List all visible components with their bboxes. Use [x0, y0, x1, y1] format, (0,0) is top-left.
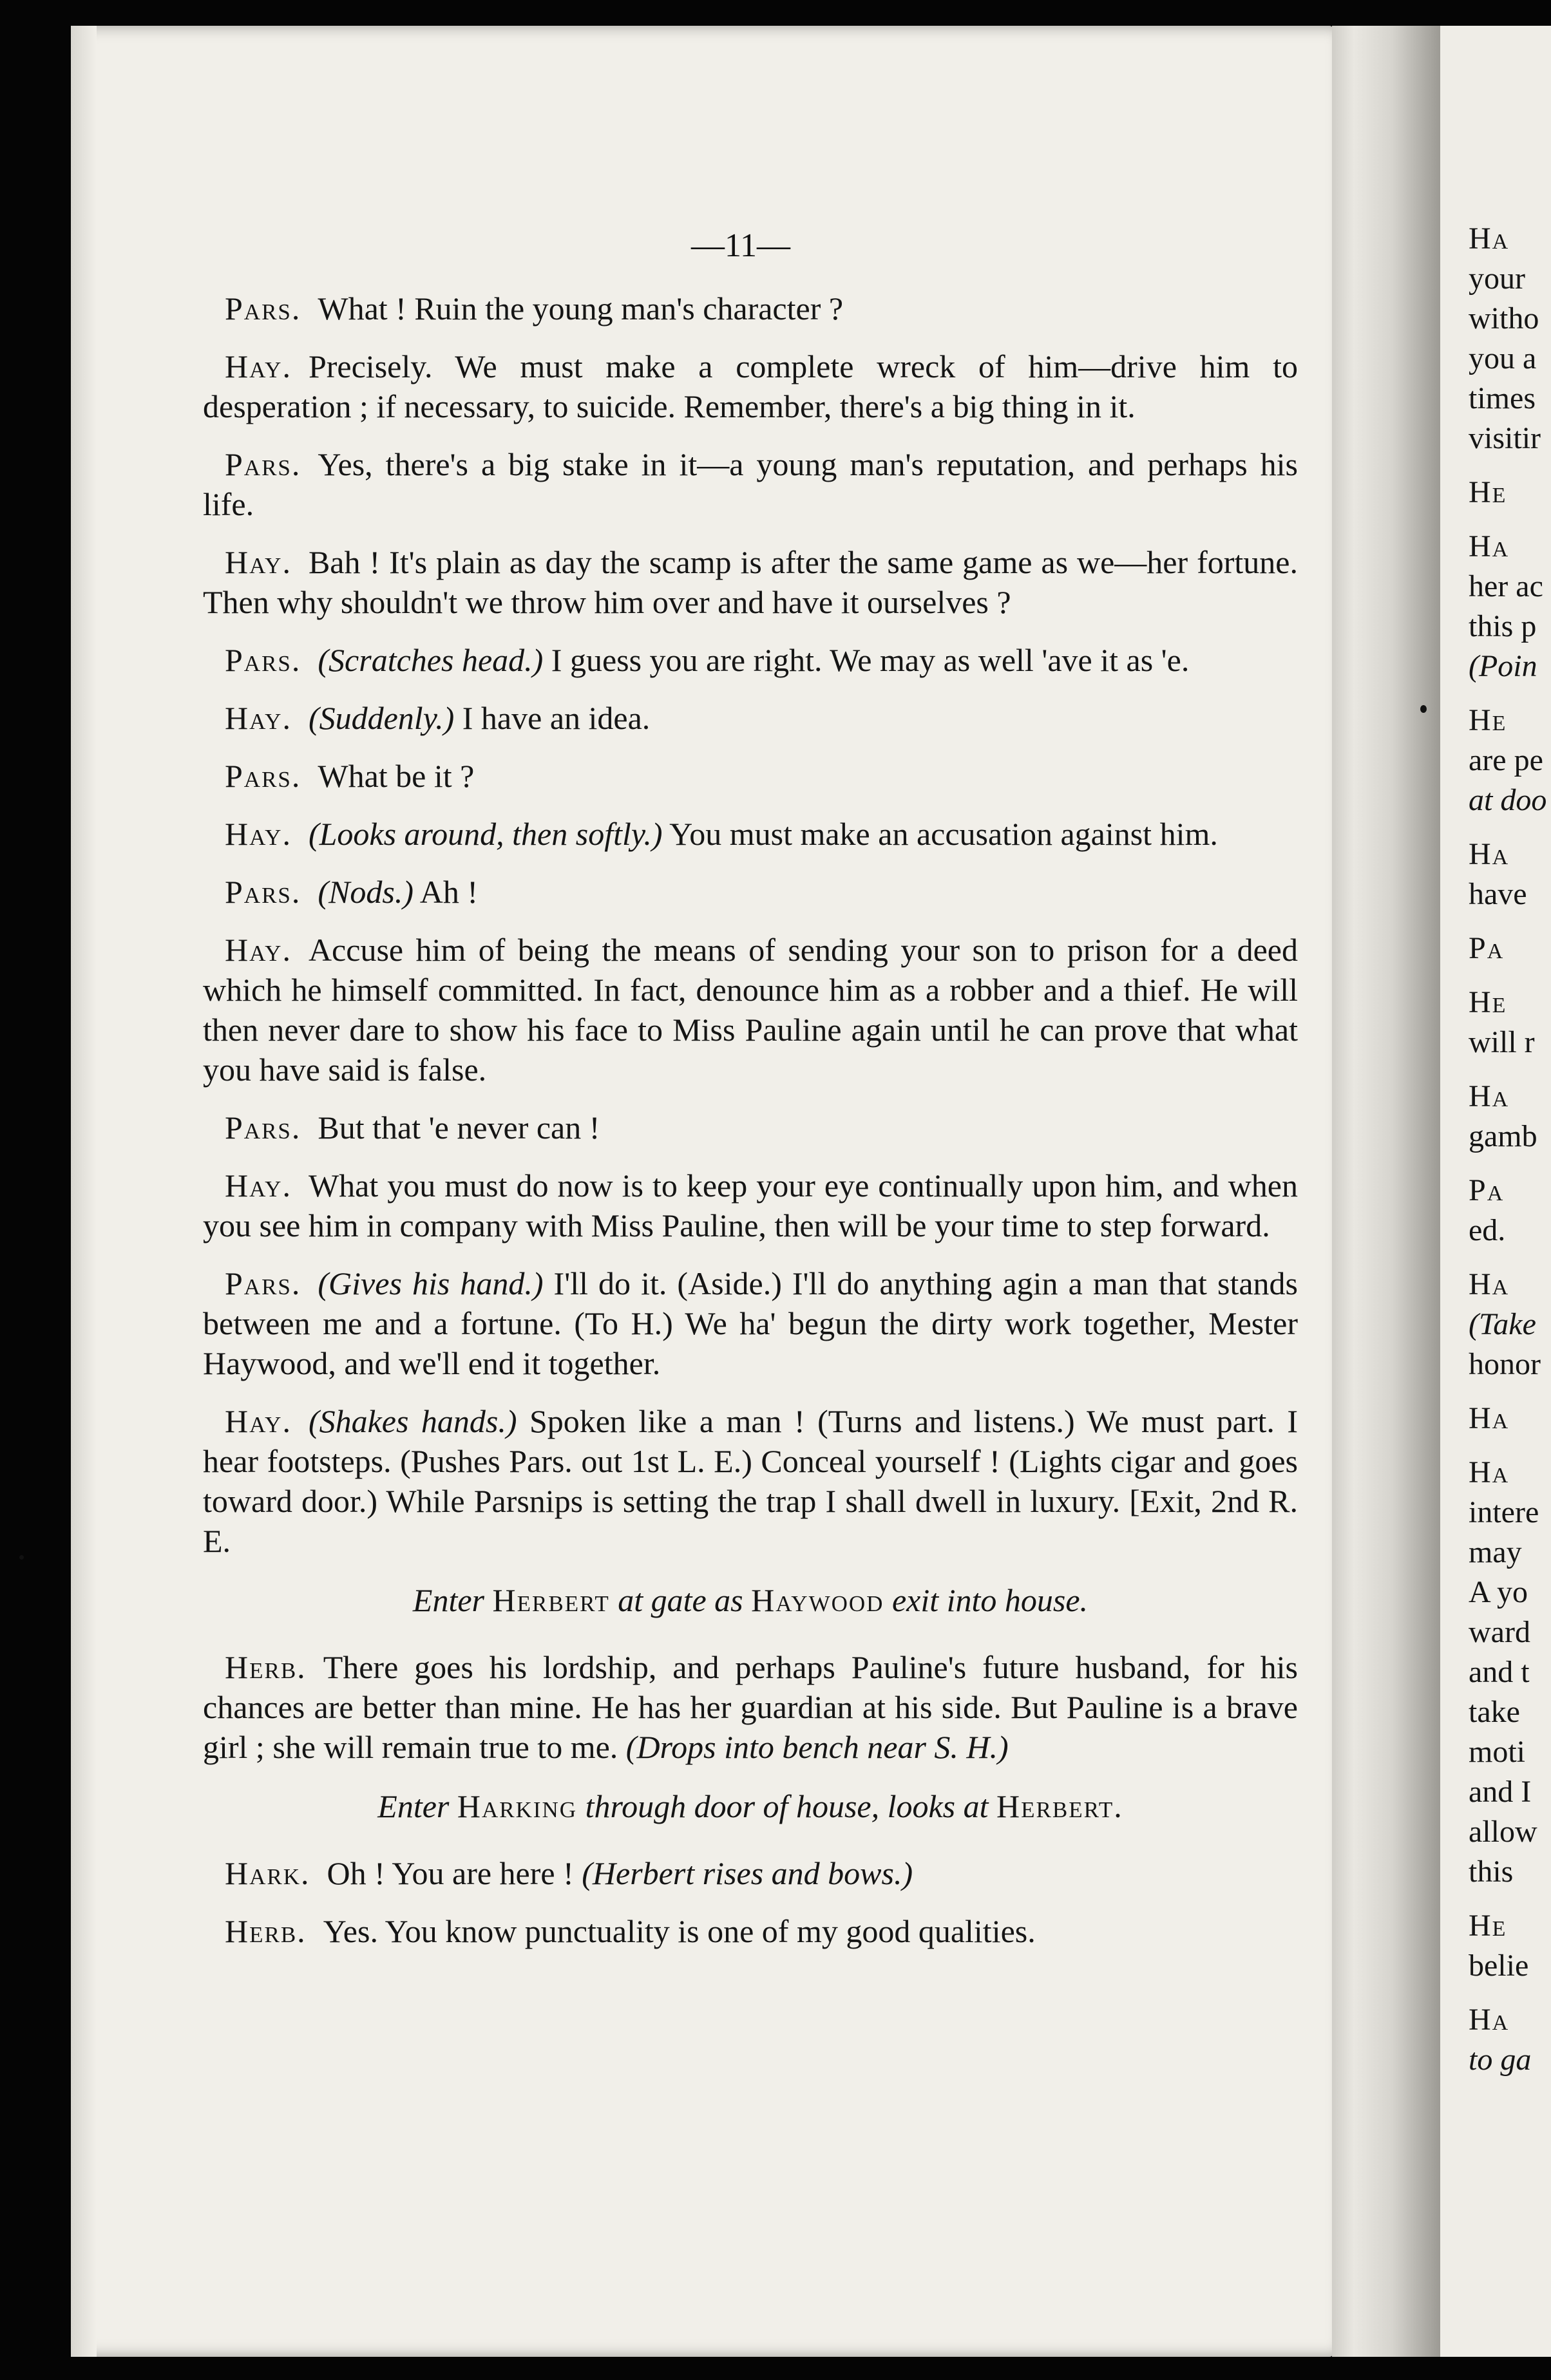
dialogue-list: [203, 288, 1298, 1561]
direction-word: Enter: [377, 1788, 450, 1824]
dialogue-text: I have an idea.: [462, 700, 651, 736]
dialogue-paragraph: [203, 1911, 1298, 1951]
adjacent-page-fragment: Pa: [1469, 1173, 1505, 1207]
speaker-name: Pars.: [225, 1265, 301, 1301]
adjacent-page-fragment: allow: [1469, 1815, 1537, 1849]
dialogue-paragraph: [203, 930, 1298, 1090]
adjacent-page-fragment: will r: [1469, 1025, 1535, 1059]
dialogue-paragraph: [203, 698, 1298, 738]
adjacent-page-fragment: Pa: [1469, 931, 1505, 965]
speaker-name: Pars.: [225, 758, 301, 794]
scan-speck: [1420, 705, 1427, 713]
dialogue-paragraph: [203, 1401, 1298, 1561]
speaker-name: Herb.: [225, 1649, 307, 1685]
adjacent-page-fragment: this p: [1469, 609, 1537, 643]
speaker-name: Herb.: [225, 1913, 307, 1949]
dialogue-paragraph: [203, 1647, 1298, 1767]
speaker-name: Pars.: [225, 1110, 301, 1146]
dialogue-paragraph: [203, 346, 1298, 426]
adjacent-page-text: [1469, 219, 1551, 2080]
adjacent-page-fragment: ed.: [1469, 1213, 1506, 1247]
character-name: Haywood: [751, 1582, 884, 1618]
scan-speck: [19, 1555, 24, 1560]
adjacent-page-fragment: are pe: [1469, 743, 1543, 777]
speaker-name: Hay.: [225, 1403, 292, 1439]
stage-direction: (Herbert rises and bows.): [582, 1855, 913, 1891]
speaker-name: Pars.: [225, 446, 301, 482]
adjacent-page-fragment: take: [1469, 1695, 1520, 1729]
adjacent-page-fragment: Ha: [1469, 222, 1510, 256]
stage-direction: (Drops into bench near S. H.): [625, 1729, 1009, 1765]
adjacent-page-fragment: (Take: [1469, 1307, 1536, 1341]
direction-word: through door of house, looks at: [585, 1788, 989, 1824]
stage-direction: (Nods.): [318, 874, 414, 910]
adjacent-page-fragment: ward: [1469, 1615, 1530, 1649]
character-name: Harking: [457, 1788, 578, 1824]
adjacent-page-fragment: may: [1469, 1535, 1522, 1569]
stage-direction-enter-harking: [203, 1786, 1298, 1826]
dialogue-paragraph: [203, 1263, 1298, 1383]
adjacent-page-fragment: her ac: [1469, 569, 1543, 603]
adjacent-page-fragment: times: [1469, 381, 1536, 415]
speaker-name: Hark.: [225, 1855, 310, 1891]
adjacent-page-fragment: have: [1469, 877, 1527, 911]
adjacent-page-fragment: Ha: [1469, 1401, 1510, 1435]
dialogue-text: What you must do now is to keep your eye continually upon him, and when you see him in company with Miss Pauline, then will be your time to step forward.: [203, 1167, 1298, 1243]
dialogue-paragraph: [203, 640, 1298, 680]
speaker-name: Hay.: [225, 816, 292, 852]
dialogue-text: I guess you are right. We may as well 'ave it as 'e.: [551, 642, 1190, 678]
dialogue-text: Spoken like a man ! (Turns and listens.) We must part. I hear footsteps. (Pushes Pars. out 1st L. E.) Conceal yourself ! (Lights cigar and goes toward door.) While Parsnips is setting the trap I shall dwell in luxury. [Exit, 2nd R. E.: [203, 1403, 1298, 1559]
dialogue-paragraph: [203, 814, 1298, 854]
dialogue-text: What ! Ruin the young man's character ?: [318, 290, 844, 326]
adjacent-page-fragment: Ha: [1469, 1267, 1510, 1301]
adjacent-page-fragment: and t: [1469, 1655, 1530, 1689]
dialogue-paragraph: [203, 288, 1298, 328]
speaker-name: Pars.: [225, 874, 301, 910]
adjacent-page-fragment: moti: [1469, 1735, 1526, 1769]
adjacent-page-fragment: Ha: [1469, 2003, 1510, 2037]
dialogue-paragraph: [203, 1853, 1298, 1893]
dialogue-text: There goes his lordship, and perhaps Pauline's future husband, for his chances are better than mine. He has her guardian at his side. But Pauline is a brave girl ; she will remain true to me.: [203, 1649, 1298, 1765]
speaker-name: Hay.: [225, 932, 292, 968]
adjacent-page-fragment: He: [1469, 985, 1507, 1019]
direction-word: exit into house.: [891, 1582, 1089, 1618]
adjacent-page-fragment: honor: [1469, 1347, 1541, 1381]
page-number: —11—: [690, 227, 791, 264]
adjacent-page-fragment: He: [1469, 1909, 1507, 1943]
adjacent-page-fragment: belie: [1469, 1949, 1529, 1983]
adjacent-page-fragment: your: [1469, 261, 1525, 296]
dialogue-text: I'll do it. (Aside.) I'll do anything agin a man that stands between me and a fortune. (To H.) We ha' begun the dirty work together, Mester Haywood, and we'll end it together.: [203, 1265, 1298, 1381]
dialogue-text: Oh ! You are here !: [327, 1855, 574, 1891]
adjacent-page-fragment: Ha: [1469, 529, 1510, 563]
dialogue-paragraph: [203, 1108, 1298, 1148]
dialogue-text: Yes, there's a big stake in it—a young man's reputation, and perhaps his life.: [203, 446, 1298, 522]
dialogue-paragraph: [203, 872, 1298, 912]
adjacent-page-fragment: to ga: [1469, 2043, 1532, 2077]
adjacent-page-fragment: A yo: [1469, 1575, 1528, 1609]
adjacent-page-fragment: and I: [1469, 1775, 1532, 1809]
dialogue-paragraph: [203, 542, 1298, 622]
adjacent-page-fragment: you a: [1469, 341, 1537, 375]
character-name: Herbert: [492, 1582, 610, 1618]
adjacent-page-fragment: this: [1469, 1855, 1514, 1889]
dialogue-text: Ah !: [419, 874, 479, 910]
dialogue-text: What be it ?: [318, 758, 475, 794]
adjacent-page-fragment: He: [1469, 475, 1507, 509]
speaker-name: Pars.: [225, 290, 301, 326]
adjacent-page-fragment: gamb: [1469, 1119, 1537, 1153]
speaker-name: Pars.: [225, 642, 301, 678]
adjacent-page-fragment: intere: [1469, 1495, 1539, 1529]
stage-direction-enter-herbert: [203, 1580, 1298, 1620]
dialogue-paragraph: [203, 1166, 1298, 1245]
dialogue-text: You must make an accusation against him.: [669, 816, 1218, 852]
stage-direction: (Looks around, then softly.): [308, 816, 663, 852]
stage-direction: (Shakes hands.): [308, 1403, 517, 1439]
dialogue-text: Precisely. We must make a complete wreck of him—drive him to desperation ; if necessary, to suicide. Remember, there's a big thing in it.: [203, 348, 1298, 424]
character-name: Herbert.: [996, 1788, 1123, 1824]
adjacent-page-fragment: Ha: [1469, 1455, 1510, 1489]
adjacent-page-fragment: visitir: [1469, 421, 1541, 455]
speaker-name: Hay.: [225, 544, 292, 580]
dialogue-text: Yes. You know punctuality is one of my good qualities.: [323, 1913, 1036, 1949]
adjacent-page-fragment: at doo: [1469, 783, 1547, 817]
dialogue-paragraph: [203, 444, 1298, 524]
dialogue-text: Accuse him of being the means of sending your son to prison for a deed which he himself committed. In fact, denounce him as a robber and a thief. He will then never dare to show his face to Miss Pauline again until he can prove that what you have said is false.: [203, 932, 1298, 1088]
dialogue-text: But that 'e never can !: [318, 1110, 600, 1146]
adjacent-page-fragment: He: [1469, 703, 1507, 737]
stage-direction: (Scratches head.): [318, 642, 544, 678]
adjacent-page-fragment: Ha: [1469, 1079, 1510, 1113]
dialogue-text: Bah ! It's plain as day the scamp is after the same game as we—her fortune. Then why shouldn't we throw him over and have it ourselves ?: [203, 544, 1298, 620]
stage-direction: (Suddenly.): [308, 700, 455, 736]
speaker-name: Hay.: [225, 700, 292, 736]
book-gutter: [1332, 26, 1442, 2357]
speaker-name: Hay.: [225, 348, 292, 384]
speaker-name: Hay.: [225, 1167, 292, 1204]
adjacent-page-fragment: witho: [1469, 301, 1539, 335]
direction-word: at gate as: [618, 1582, 743, 1618]
adjacent-page-fragment: (Poin: [1469, 649, 1537, 683]
stage-direction: (Gives his hand.): [318, 1265, 544, 1301]
adjacent-page-fragment: Ha: [1469, 837, 1510, 871]
direction-word: Enter: [412, 1582, 485, 1618]
dialogue-paragraph: [203, 756, 1298, 796]
script-body: [203, 288, 1298, 1969]
